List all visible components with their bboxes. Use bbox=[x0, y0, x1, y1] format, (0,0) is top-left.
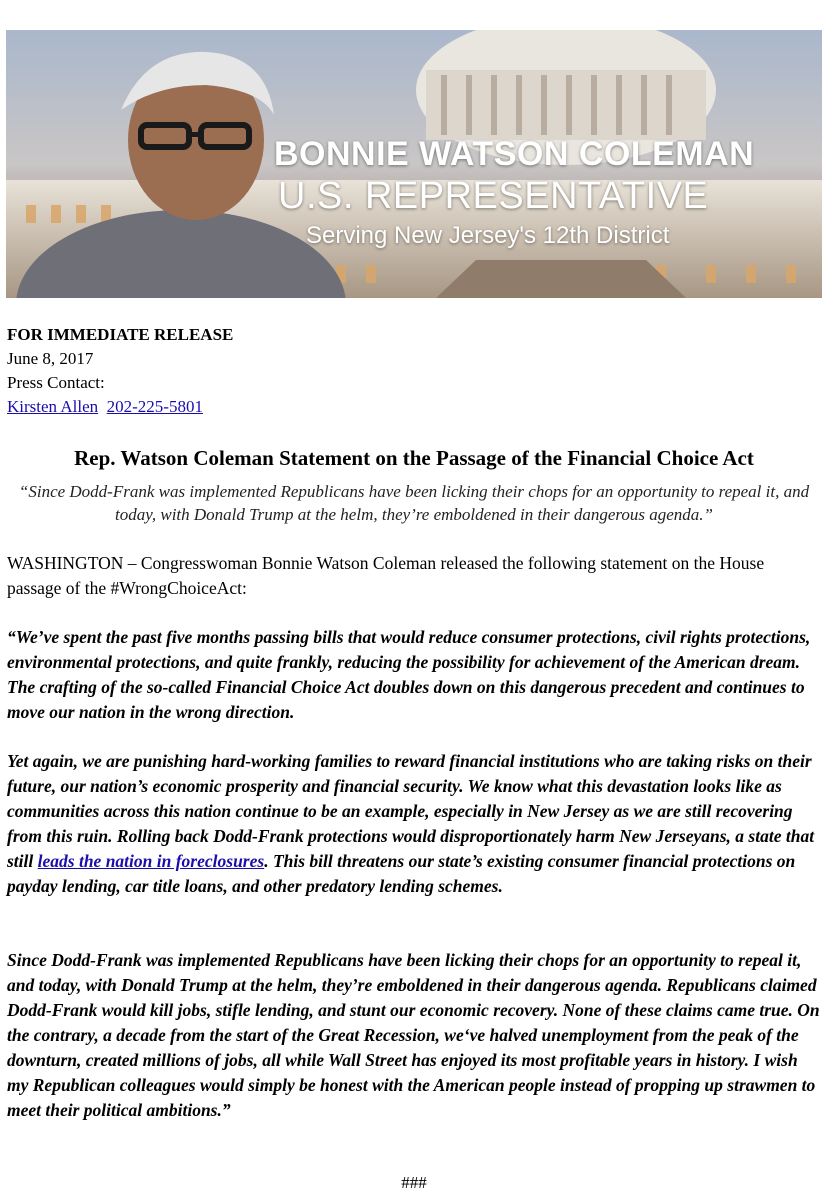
contact-name-link[interactable]: Kirsten Allen bbox=[7, 397, 99, 416]
press-contact-label: Press Contact: bbox=[7, 373, 105, 392]
quote-paragraph: “We’ve spent the past five months passing bills that would reduce consumer protections, civil rights protections, environmental protections, and quite frankly, reducing the possibility for achievement of the American dream. The crafting of the so-called Financial Choice Act doubles down on this dangerous precedent and continues to move our nation in the wrong direction. bbox=[7, 627, 811, 722]
banner-role: U.S. REPRESENTATIVE bbox=[278, 175, 709, 217]
banner-name: BONNIE WATSON COLEMAN bbox=[274, 135, 755, 173]
quote-paragraph: Since Dodd-Frank was implemented Republicans have been licking their chops for an opportunity to repeal it, and today, with Donald Trump at the helm, they’re emboldened in their dangerous agenda. Republicans claimed Dodd-Frank would kill jobs, stifle lending, and stunt our economic recovery. None of these claims came true. On the contrary, a decade from the start of the Great Recession, we‘ve halved unemployment from the peak of the downturn, created millions of jobs, all while Wall Street has enjoyed its most profitable years in history. I wish my Republican colleagues would simply be honest with the American people instead of propping up strawmen to meet their political ambitions.” bbox=[7, 950, 820, 1120]
lede-paragraph: WASHINGTON – Congresswoman Bonnie Watson Coleman released the following statement on the House passage of the #WrongChoiceAct: bbox=[7, 553, 765, 598]
page-title: Rep. Watson Coleman Statement on the Passage of the Financial Choice Act bbox=[74, 446, 754, 470]
end-mark: ### bbox=[401, 1173, 427, 1192]
release-meta bbox=[7, 323, 233, 419]
quote-paragraph bbox=[7, 749, 822, 899]
release-date: June 8, 2017 bbox=[7, 349, 94, 368]
header-banner bbox=[6, 30, 822, 298]
foreclosures-link[interactable]: leads the nation in foreclosures bbox=[37, 851, 265, 871]
quote-text: Yet again, we are punishing hard-working families to reward financial institutions who are taking risks on their future, our nation’s economic prosperity and financial security. We know what this devastation looks like as communities across this nation continue to be an example, especially in New Jersey as we are still recovering from this ruin. Rolling back Dodd-Frank protections would disproportionately harm New Jerseyans, a state that still bbox=[7, 751, 815, 871]
release-label: FOR IMMEDIATE RELEASE bbox=[7, 325, 234, 344]
press-contact-line bbox=[7, 395, 233, 419]
banner-district: Serving New Jersey's 12th District bbox=[306, 222, 670, 249]
sub-quote: “Since Dodd-Frank was implemented Republicans have been licking their chops for an opportunity to repeal it, and today, with Donald Trump at the helm, they’re emboldened in their dangerous agenda.” bbox=[18, 482, 810, 524]
contact-phone-link[interactable]: 202-225-5801 bbox=[106, 397, 203, 416]
quote-text: . This bill threatens our state’s existing consumer financial protections on payday lending, car title loans, and other predatory lending schemes. bbox=[7, 851, 796, 896]
